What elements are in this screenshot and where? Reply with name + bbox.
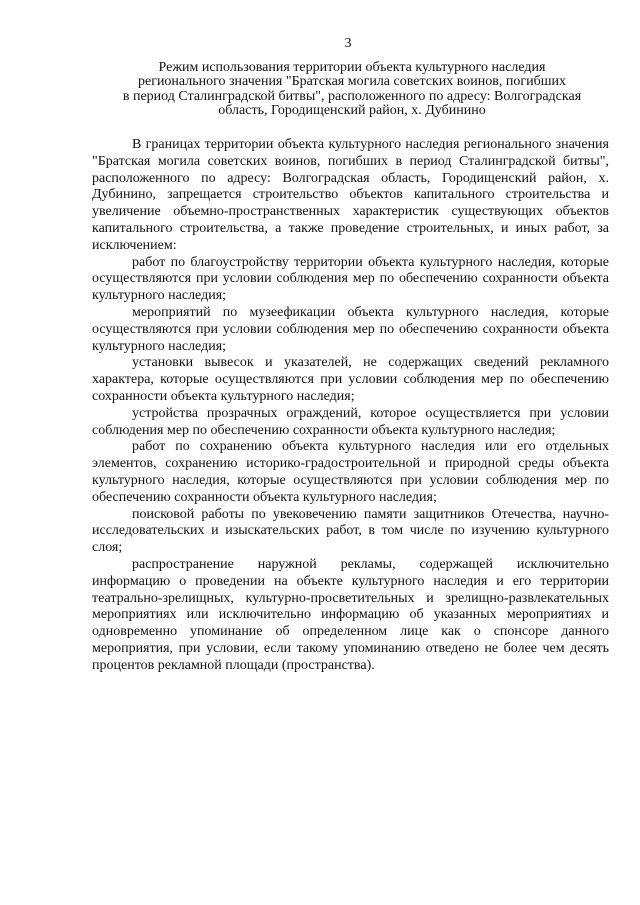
exception-paragraph: работ по сохранению объекта культурного наследия или его отдельных элементов, сохранению историко-градостроительной и природной среды объекта культурного наследия, которые осуществляются при условии соблюдения мер по обеспечению сохранности объекта культурного наследия; <box>92 439 609 505</box>
title-line: область, Городищенский район, х. Дубинино <box>218 102 486 118</box>
exception-paragraph: поисковой работы по увековечению памяти защитников Отечества, научно-исследовательских и изыскательских работ, в том числе по изучению культурного слоя; <box>92 506 609 556</box>
exception-paragraph: устройства прозрачных ограждений, которое осуществляется при условии соблюдения мер по обеспечению сохранности объекта культурного наследия; <box>92 405 609 438</box>
exception-paragraph: мероприятий по музеефикации объекта культурного наследия, которые осуществляются при условии соблюдения мер по обеспечению сохранности объекта культурного наследия; <box>92 304 609 354</box>
title-line: Режим использования территории объекта культурного наследия <box>158 60 546 75</box>
exception-paragraph: работ по благоустройству территории объекта культурного наследия, которые осуществляются при условии соблюдения мер по обеспечению сохранности объекта культурного наследия; <box>92 254 609 304</box>
exception-paragraph: установки вывесок и указателей, не содержащих сведений рекламного характера, которые осуществляются при условии соблюдения мер по обеспечению сохранности объекта культурного наследия; <box>92 355 609 404</box>
title-line: регионального значения "Братская могила советских воинов, погибших <box>137 74 567 90</box>
document-title <box>92 61 612 118</box>
page-number: 3 <box>344 36 352 51</box>
intro-paragraph: В границах территории объекта культурного наследия регионального значения "Братская могила советских воинов, погибших в период Сталинградской битвы", расположенного по адресу: Волгоградская область, Городищенский район, х. Дубинино, запрещается строительство объектов капитального строительства и увеличение объемно-пространственных характеристик существующих объектов капитального строительства, а также проведение строительных, и иных работ, за исключением: <box>92 137 609 253</box>
document-body <box>92 137 609 675</box>
exception-paragraph: распространение наружной рекламы, содержащей исключительно информацию о проведении на объекте культурного наследия и его территории театрально-зрелищных, культурно-просветительных и зрелищно-развлекательных мероприятиях или исключительно информацию об указанных мероприятиях и одновременно упоминание об определенном лице как о спонсоре данного мероприятия, при условии, если такому упоминанию отведено не более чем десять процентов рекламной площади (пространства). <box>92 556 609 673</box>
title-line: в период Сталинградской битвы", расположенного по адресу: Волгоградская <box>122 88 582 104</box>
